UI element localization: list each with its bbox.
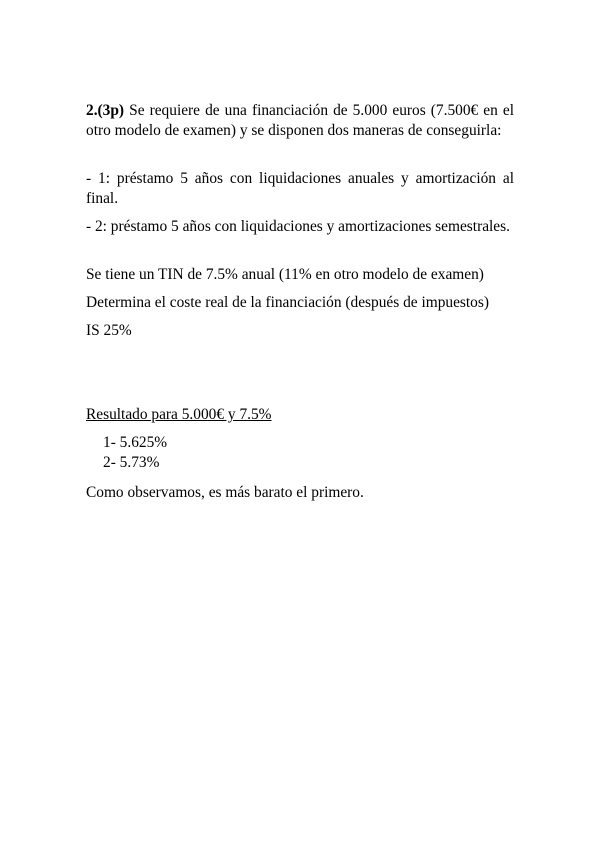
tin-statement: Se tiene un TIN de 7.5% anual (11% en otro modelo de examen) xyxy=(86,266,484,283)
tax-statement: IS 25% xyxy=(86,322,132,339)
task-statement: Determina el coste real de la financiación (después de impuestos) xyxy=(86,294,489,311)
result-item-1: 1- 5.625% xyxy=(103,434,168,451)
option-2: - 2: préstamo 5 años con liquidaciones y amortizaciones semestrales. xyxy=(86,218,510,235)
result-item-2: 2- 5.73% xyxy=(103,454,160,471)
option-1: - 1: préstamo 5 años con liquidaciones anuales y amortización al final. xyxy=(86,170,514,207)
problem-number: 2.(3p) xyxy=(86,102,125,119)
problem-statement xyxy=(86,101,514,141)
problem-statement-text: Se requiere de una financiación de 5.000 euros (7.500€ en el otro modelo de examen) y se disponen dos maneras de conseguirla: xyxy=(86,102,514,139)
conclusion: Como observamos, es más barato el primero. xyxy=(86,484,364,501)
result-heading: Resultado para 5.000€ y 7.5% xyxy=(86,406,272,423)
